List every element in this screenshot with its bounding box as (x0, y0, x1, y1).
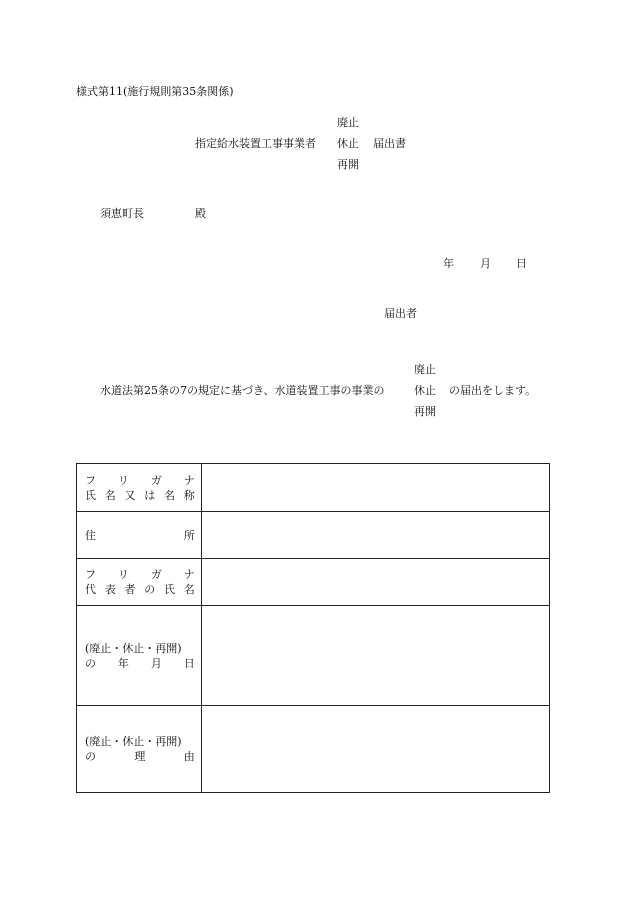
label-char: ナ (183, 473, 195, 487)
label-char: (廃止・休止・再開) (85, 641, 182, 655)
notification-table (76, 463, 550, 793)
date-day: 日 (516, 257, 527, 270)
label-char: の (85, 656, 96, 670)
label-char: ガ (150, 568, 162, 581)
table-row (77, 559, 550, 606)
label-char: 由 (183, 750, 195, 763)
title-prefix: 指定給水装置工事事業者 (195, 137, 316, 150)
notifier-label: 届出者 (384, 307, 417, 320)
label-char: 年 (117, 656, 129, 670)
statement-option-abolish: 廃止 (414, 363, 436, 376)
addressee-name: 須恵町長 (100, 207, 144, 220)
name-value-field[interactable] (201, 464, 549, 512)
label-char: リ (117, 473, 129, 487)
label-char: 名 (164, 488, 175, 502)
label-char: 氏 (164, 583, 175, 596)
addressee-honorific: 殿 (195, 207, 206, 220)
label-char: 者 (124, 583, 136, 596)
label-char: フ (85, 473, 96, 487)
reason-value-field[interactable] (201, 706, 549, 793)
label-char: は (144, 488, 156, 502)
row-label-reason (77, 706, 202, 793)
title-suffix: 届出書 (373, 137, 406, 150)
table-row (77, 464, 550, 512)
statement-option-suspend: 休止 (414, 384, 436, 397)
label-char: 日 (183, 656, 195, 670)
label-char: の (85, 750, 96, 763)
label-char: 表 (104, 583, 116, 596)
label-char: 代 (85, 583, 96, 596)
row-label-representative (77, 559, 202, 606)
table-row (77, 512, 550, 559)
statement-suffix: の届出をします。 (449, 384, 537, 397)
label-char: ガ (150, 473, 162, 487)
date-month: 月 (480, 257, 491, 270)
representative-value-field[interactable] (201, 559, 549, 606)
label-line (85, 749, 195, 764)
label-line (85, 528, 195, 543)
label-char: の (144, 583, 156, 596)
label-char: (廃止・休止・再開) (85, 735, 182, 748)
label-char: 所 (183, 528, 195, 542)
statement-prefix: 水道法第25条の7の規定に基づき、水道装置工事の事業の (100, 384, 385, 397)
label-line (85, 641, 195, 656)
label-char: フ (85, 568, 96, 581)
label-line (85, 488, 195, 503)
table-row (77, 706, 550, 793)
label-char: 月 (150, 656, 162, 670)
label-line (85, 656, 195, 671)
row-label-address (77, 512, 202, 559)
label-char: 理 (134, 750, 146, 763)
label-line (85, 582, 195, 597)
date-value-field[interactable] (201, 606, 549, 706)
label-char: 住 (85, 528, 96, 542)
title-option-abolish: 廃止 (337, 116, 359, 129)
label-char: 又 (124, 488, 136, 502)
date-year: 年 (443, 257, 454, 270)
label-char: リ (117, 568, 129, 581)
statement-option-resume: 再開 (414, 405, 436, 418)
label-line (85, 567, 195, 582)
table-row (77, 606, 550, 706)
title-option-suspend: 休止 (337, 137, 359, 150)
label-char: 名 (104, 488, 116, 502)
title-option-resume: 再開 (337, 158, 359, 171)
label-char: 名 (183, 583, 195, 596)
label-char: ナ (183, 568, 195, 581)
row-label-furigana-name (77, 464, 202, 512)
row-label-date (77, 606, 202, 706)
label-char: 氏 (85, 488, 96, 502)
label-char: 称 (183, 488, 195, 502)
label-line (85, 734, 195, 749)
label-line (85, 473, 195, 488)
form-number: 様式第11(施行規則第35条関係) (76, 85, 234, 98)
address-value-field[interactable] (201, 512, 549, 559)
